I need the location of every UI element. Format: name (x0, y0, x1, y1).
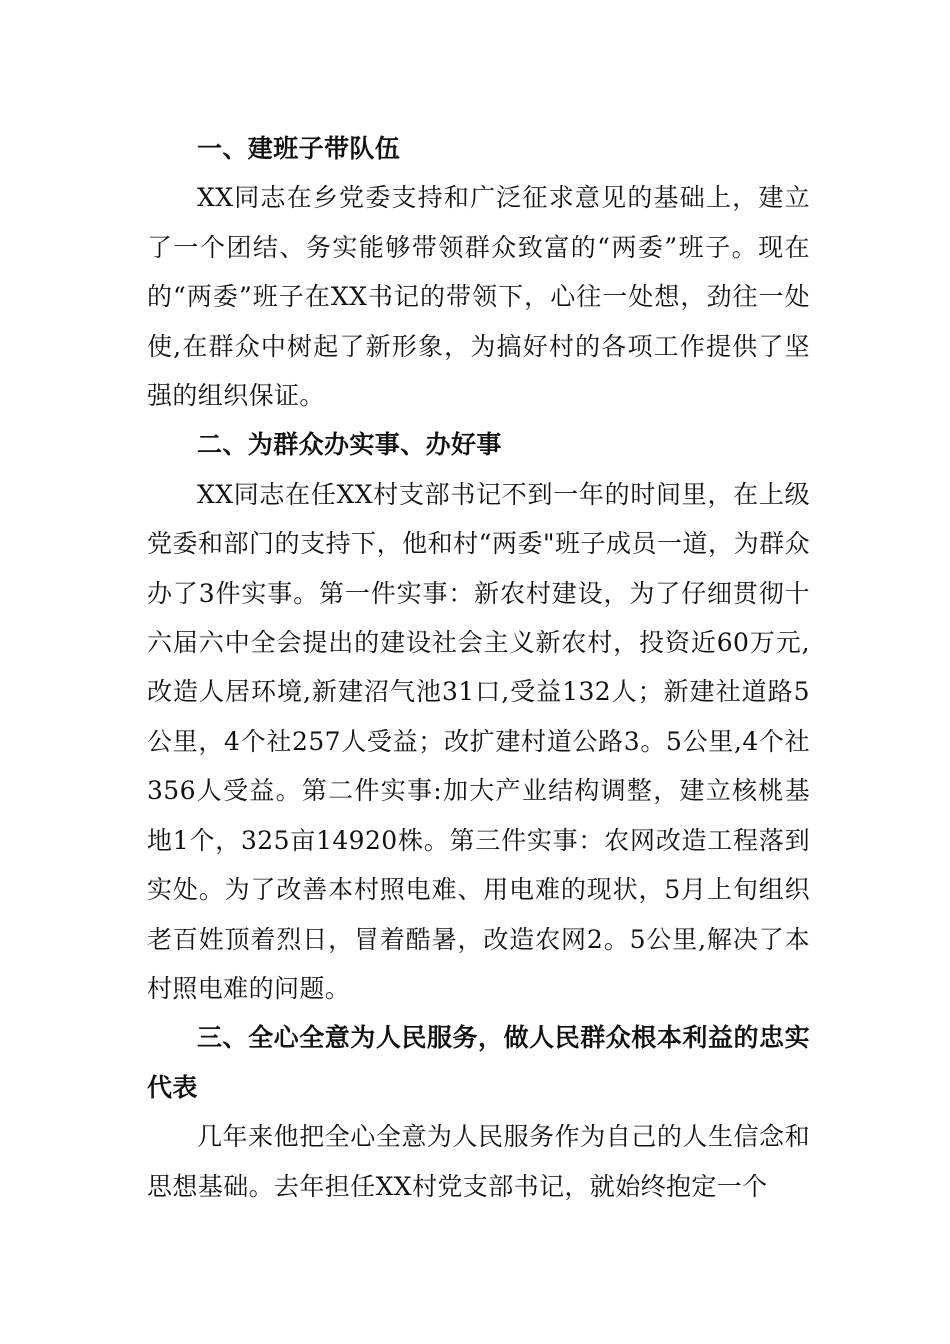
section-heading-1: 一、建班子带队伍 (197, 134, 401, 163)
section-paragraph-2: XX同志在任XX村支部书记不到一年的时间里，在上级党委和部门的支持下，他和村“两委"班子成员一道，为群众办了3件实事。第一件实事：新农村建设，为了仔细贯彻十六届六中全会提出的建设社会主义新农村，投资近60万元,改造人居环境,新建沼气池31口,受益132人；新建社道路5公里，4个社257人受益；改扩建村道公路3。5公里,4个社356人受益。第二件实事:加大产业结构调整，建立核桃基地1个，325亩14920株。第三件实事：农网改造工程落到实处。为了改善本村照电难、用电难的现状，5月上旬组织老百姓顶着烈日，冒着酷暑，改造农网2。5公里,解决了本村照电难的问题。 (147, 479, 810, 1003)
section-heading-3: 三、全心全意为人民服务，做人民群众根本利益的忠实代表 (147, 1023, 810, 1102)
document-body (147, 124, 810, 1211)
section-paragraph-1: XX同志在乡党委支持和广泛征求意见的基础上，建立了一个团结、务实能够带领群众致富的“两委”班子。现在的“两委”班子在XX书记的带领下，心往一处想，劲往一处使,在群众中树起了新形象，为搞好村的各项工作提供了坚强的组织保证。 (147, 183, 810, 411)
section-paragraph-3: 几年来他把全心全意为人民服务作为自己的人生信念和思想基础。去年担任XX村党支部书记，就始终抱定一个 (147, 1122, 810, 1201)
section-heading-2: 二、为群众办实事、办好事 (197, 430, 502, 460)
